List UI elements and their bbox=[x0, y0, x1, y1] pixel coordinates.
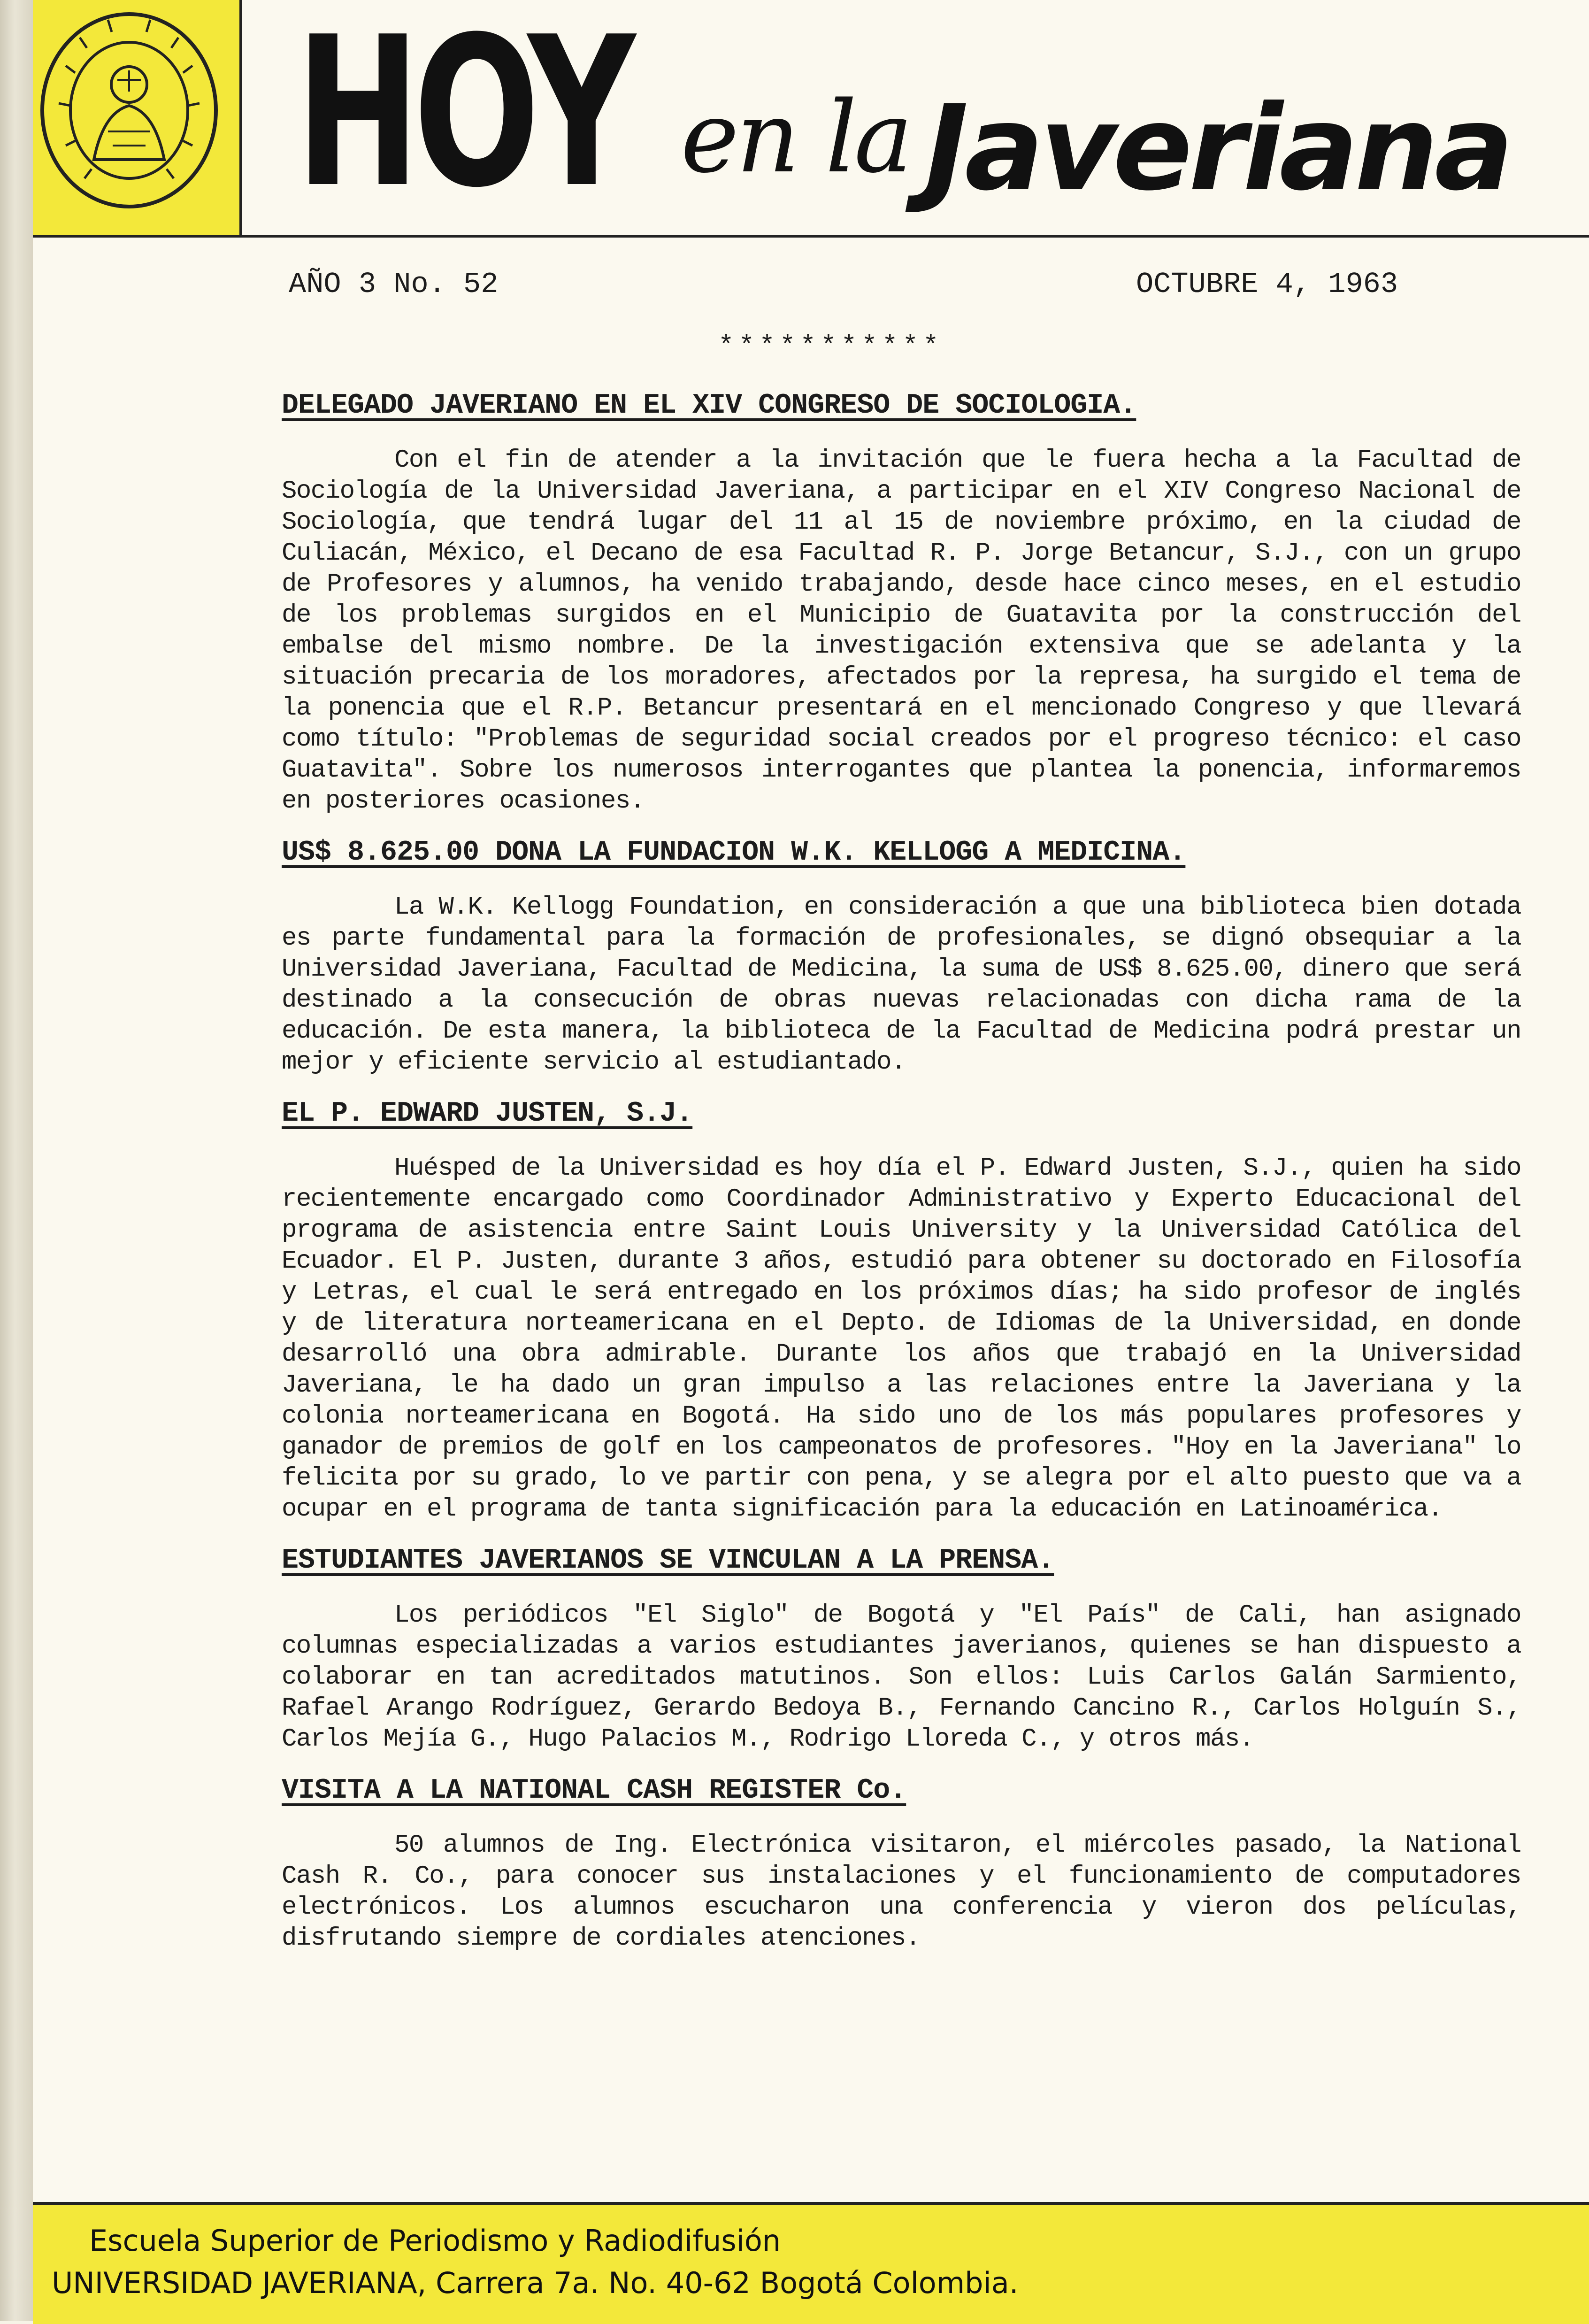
articles bbox=[282, 390, 1521, 1974]
article-headline: EL P. EDWARD JUSTEN, S.J. bbox=[282, 1098, 693, 1130]
article bbox=[282, 1545, 1521, 1755]
footer-school: Escuela Superior de Periodismo y Radiodifusión bbox=[89, 2224, 781, 2258]
article bbox=[282, 1775, 1521, 1954]
issue-number: AÑO 3 No. 52 bbox=[289, 268, 499, 301]
article-headline: DELEGADO JAVERIANO EN EL XIV CONGRESO DE SOCIOLOGIA. bbox=[282, 390, 1136, 422]
article bbox=[282, 837, 1521, 1078]
university-seal-icon bbox=[38, 9, 221, 211]
footer-band bbox=[33, 2202, 1589, 2324]
separator-stars: *********** bbox=[718, 331, 944, 361]
newsletter-title bbox=[296, 0, 1510, 233]
article-body: La W.K. Kellogg Foundation, en consideración a que una biblioteca bien dotada es parte fundamental para la formación de profesionales, se dignó obsequiar a la Universidad Javeriana, Facultad de Medicina, la suma de US$ 8.625.00, dinero que será destinado a la consecución de obras nuevas relacionadas con dicha rama de la educación. De esta manera, la biblioteca de la Facultad de Medicina podrá prestar un mejor y eficiente servicio al estudiantado. bbox=[282, 893, 1521, 1077]
seal-panel bbox=[33, 0, 242, 235]
article bbox=[282, 390, 1521, 817]
issue-date: OCTUBRE 4, 1963 bbox=[1136, 268, 1398, 301]
title-javeriana: Javeriana bbox=[925, 80, 1510, 216]
article-headline: US$ 8.625.00 DONA LA FUNDACION W.K. KELLOGG A MEDICINA. bbox=[282, 837, 1186, 869]
article-body: 50 alumnos de Ing. Electrónica visitaron, el miércoles pasado, la National Cash R. Co., para conocer sus instalaciones y el funcionamiento de computadores electrónicos. Los alumnos escucharon una conferencia y vieron dos películas, disfrutando siempre de cordiales atenciones. bbox=[282, 1831, 1521, 1953]
masthead bbox=[33, 0, 1589, 238]
footer-address: UNIVERSIDAD JAVERIANA, Carrera 7a. No. 40-62 Bogotá Colombia. bbox=[52, 2266, 1019, 2300]
title-hoy: HOY bbox=[296, 0, 629, 233]
title-en-la: en la bbox=[681, 80, 910, 195]
article-body: Los periódicos "El Siglo" de Bogotá y "El País" de Cali, han asignado columnas especializadas a varios estudiantes javerianos, quienes se han dispuesto a colaborar en tan acreditados matutinos. Son ellos: Luis Carlos Galán Sarmiento, Rafael Arango Rodríguez, Gerardo Bedoya B., Fernando Cancino R., Carlos Holguín S., Carlos Mejía G., Hugo Palacios M., Rodrigo Lloreda C., y otros más. bbox=[282, 1601, 1521, 1754]
newsletter-page bbox=[33, 0, 1589, 2321]
article-body: Con el fin de atender a la invitación que le fuera hecha a la Facultad de Sociología de la Universidad Javeriana, a participar en el XIV Congreso Nacional de Sociología, que tendrá lugar del 11 al 15 de noviembre próximo, en la ciudad de Culiacán, México, el Decano de esa Facultad R. P. Jorge Betancur, S.J., con un grupo de Profesores y alumnos, ha venido trabajando, desde hace cinco meses, en el estudio de los problemas surgidos en el Municipio de Guatavita por la construcción del embalse del mismo nombre. De la investigación extensiva que se adelanta y la situación precaria de los moradores, afectados por la represa, ha surgido el tema de la ponencia que el R.P. Betancur presentará en el mencionado Congreso y que llevará como título: "Problemas de seguridad social creados por el progreso técnico: el caso Guatavita". Sobre los numerosos interrogantes que plantea la ponencia, informaremos en posteriores ocasiones. bbox=[282, 446, 1521, 816]
binding-strip bbox=[0, 0, 33, 2321]
article-body: Huésped de la Universidad es hoy día el P. Edward Justen, S.J., quien ha sido recientemente encargado como Coordinador Administrativo y Experto Educacional del programa de asistencia entre Saint Louis University y la Universidad Católica del Ecuador. El P. Justen, durante 3 años, estudió para obtener su doctorado en Filosofía y Letras, el cual le será entregado en los próximos días; ha sido profesor de inglés y de literatura norteamericana en el Depto. de Idiomas de la Universidad, en donde desarrolló una obra admirable. Durante los años que trabajó en la Universidad Javeriana, le ha dado un gran impulso a las relaciones entre la Javeriana y la colonia norteamericana en Bogotá. Ha sido uno de los más populares profesores y ganador de premios de golf en los campeonatos de profesores. "Hoy en la Javeriana" lo felicita por su grado, lo ve partir con pena, y se alegra por el alto puesto que va a ocupar en el programa de tanta significación para la educación en Latinoamérica. bbox=[282, 1154, 1521, 1524]
article-headline: ESTUDIANTES JAVERIANOS SE VINCULAN A LA PRENSA. bbox=[282, 1545, 1054, 1577]
article bbox=[282, 1098, 1521, 1525]
article-headline: VISITA A LA NATIONAL CASH REGISTER Co. bbox=[282, 1775, 906, 1807]
